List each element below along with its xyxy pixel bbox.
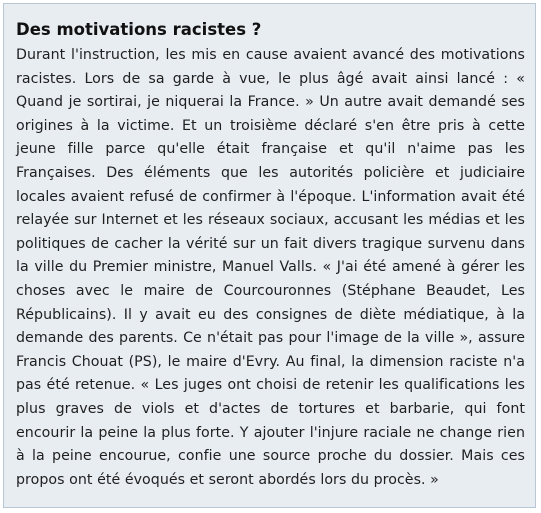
box-paragraph: Durant l'instruction, les mis en cause avaient avancé des motivations racistes. Lors de sa garde à vue, le plus âgé avait ainsi lancé : « Quand je sortirai, je niquerai la France. » Un autre avait demandé ses origines à la victime. Et un troisième déclaré s'en être pris à cette jeune fille parce qu'elle était française et qu'il n'aime pas les Françaises. Des éléments que les autorités policière et judiciaire locales avaient refusé de confirmer à l'époque. L'information avait été relayée sur Internet et les réseaux sociaux, accusant les médias et les politiques de cacher la vérité sur un fait divers tragique survenu dans la ville du Premier ministre, Manuel Valls. « J'ai été amené à gérer les choses avec le maire de Courcouronnes (Stéphane Beaudet, Les Républicains). Il y avait eu des consignes de diète médiatique, à la demande des parents. Ce n'était pas pour l'image de la ville », assure Francis Chouat (PS), le maire d'Evry. Au final, la dimension raciste n'a pas été retenue. « Les juges ont choisi de retenir les qualifications les plus graves de viols et d'actes de tortures et barbarie, qui font encourir la peine la plus forte. Y ajouter l'injure raciale ne change rien à la peine encourue, confie une source proche du dossier. Mais ces propos ont été évoqués et seront abordés lors du procès. »: [16, 47, 525, 488]
article-sidebar-box: [3, 3, 536, 508]
box-title: Des motivations racistes ?: [16, 20, 262, 39]
